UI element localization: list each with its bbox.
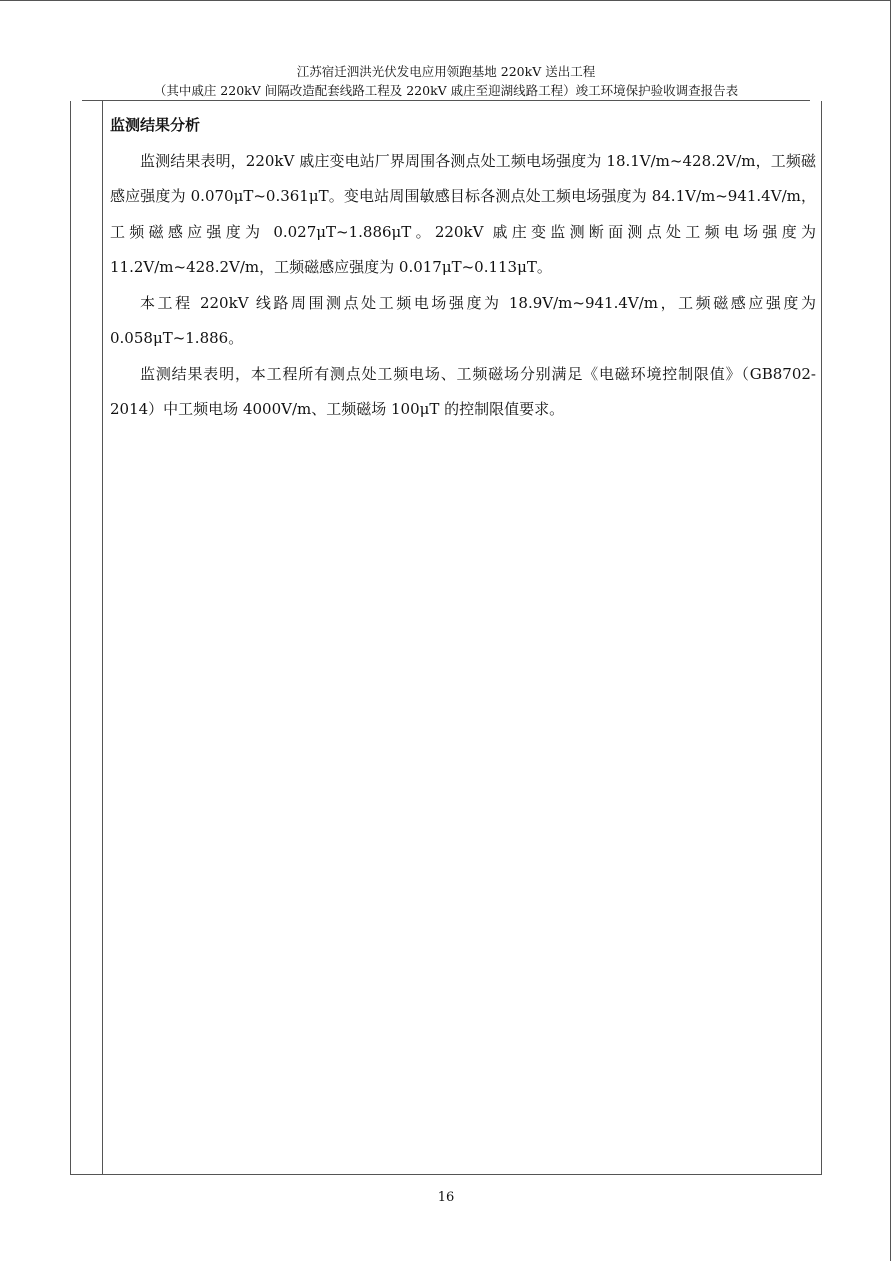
- paragraph: 本工程 220kV 线路周围测点处工频电场强度为 18.9V/m~941.4V/m，工频磁感应强度为 0.058μT~1.886。: [110, 293, 816, 347]
- paragraph: 监测结果表明，本工程所有测点处工频电场、工频磁场分别满足《电磁环境控制限值》（GB8702-2014）中工频电场 4000V/m、工频磁场 100μT 的控制限值要求。: [110, 364, 816, 418]
- header-title-line-2: （其中戚庄 220kV 间隔改造配套线路工程及 220kV 戚庄至迎湖线路工程）竣工环境保护验收调查报告表: [153, 83, 739, 98]
- header-title-line-1: 江苏宿迁泗洪光伏发电应用领跑基地 220kV 送出工程: [296, 64, 596, 79]
- table-column-divider: [102, 101, 103, 1175]
- document-header: [0, 62, 892, 100]
- section-title: 监测结果分析: [110, 116, 201, 134]
- paragraph: 监测结果表明，220kV 戚庄变电站厂界周围各测点处工频电场强度为 18.1V/m~428.2V/m，工频磁感应强度为 0.070μT~0.361μT。变电站周围敏感目标各测点处工频电场强度为 84.1V/m~941.4V/m，工频磁感应强度为 0.027μT~1.886μT。220kV 戚庄变监测断面测点处工频电场强度为 11.2V/m~428.2V/m，工频磁感应强度为 0.017μT~0.113μT。: [110, 151, 816, 276]
- page-number: 16: [437, 1190, 455, 1205]
- report-content: [110, 108, 816, 428]
